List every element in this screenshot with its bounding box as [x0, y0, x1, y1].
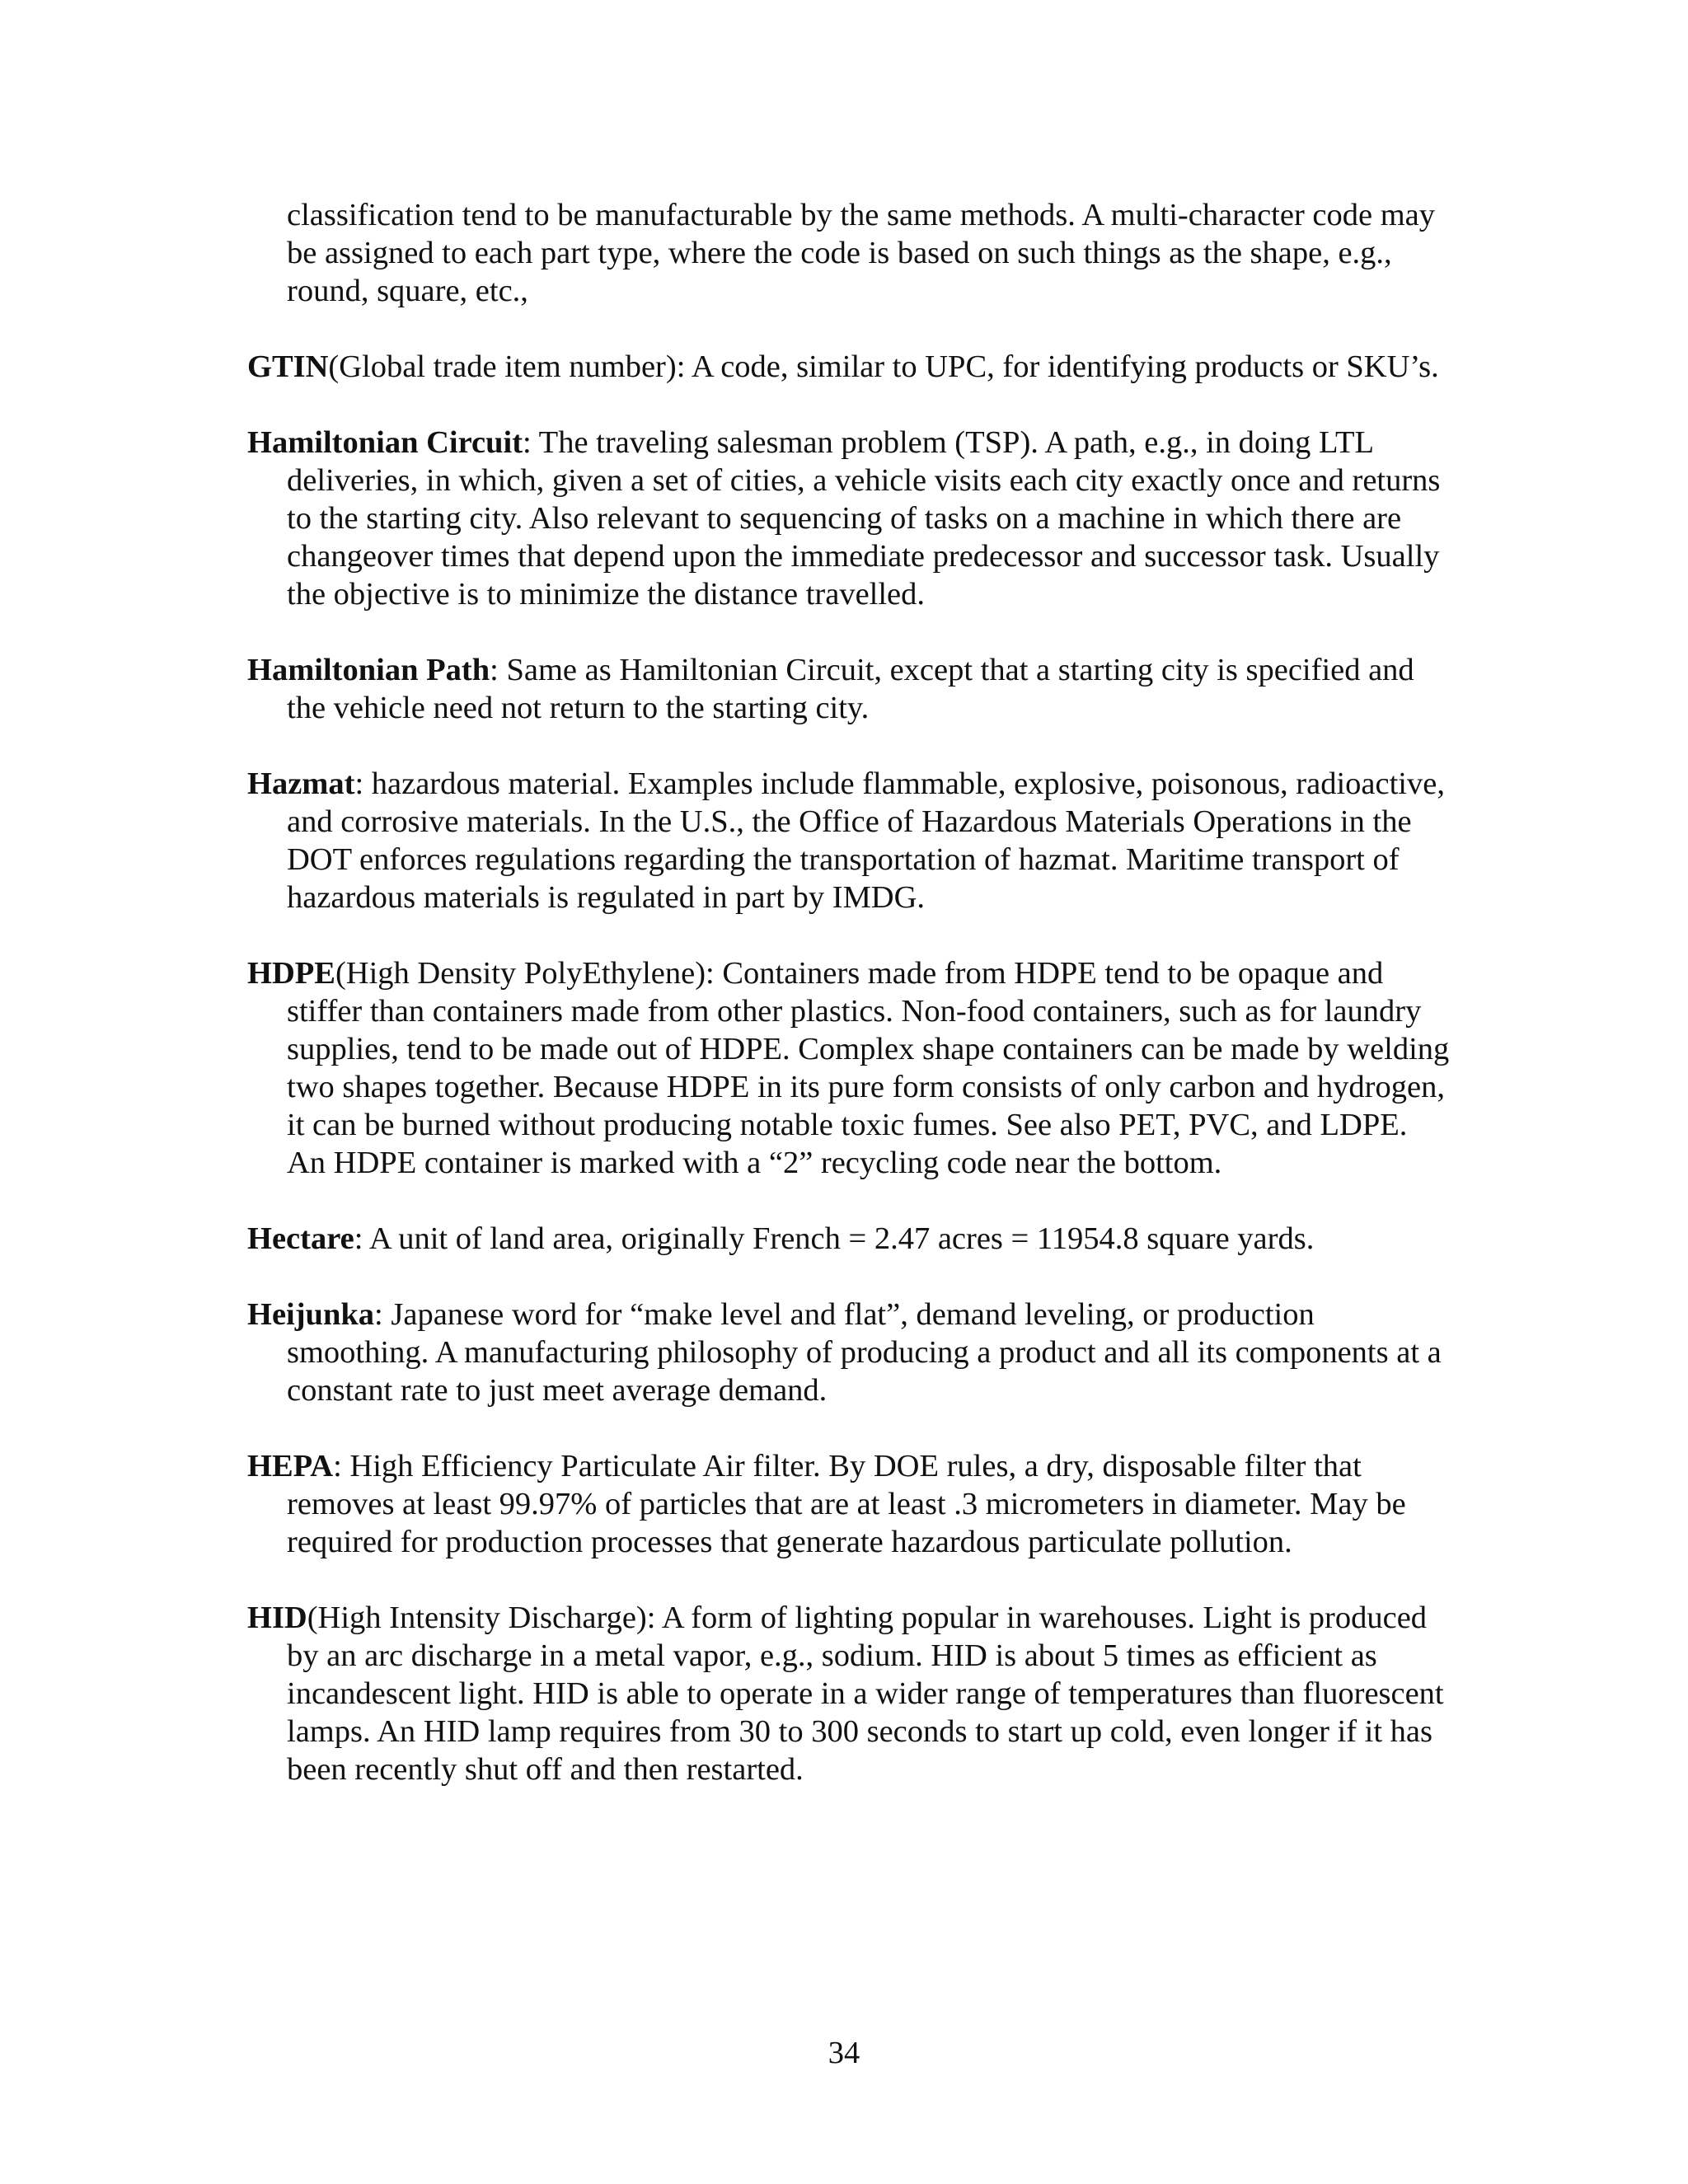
continuation-paragraph: classification tend to be manufacturable by the same methods. A multi-character code may be assigned to each part type, where the code is based on such things as the shape, e.g., round, square, etc., — [287, 198, 1435, 308]
term-separator: : — [523, 425, 532, 460]
term-separator: : — [354, 766, 364, 801]
glossary-definition: A unit of land area, originally French = 2.47 acres = 11954.8 square yards. — [363, 1221, 1315, 1256]
page-number: 34 — [828, 2036, 860, 2070]
glossary-term: HDPE — [247, 956, 335, 991]
glossary-term: GTIN — [247, 349, 329, 384]
glossary-definition: High Efficiency Particulate Air filter. By DOE rules, a dry, disposable filter that removes at least 99.97% of particles that are at least .3 micrometers in diameter. May be required for production processes that generate hazardous particulate pollution. — [287, 1449, 1406, 1559]
glossary-definition: (High Intensity Discharge): A form of lighting popular in warehouses. Light is produced by an arc discharge in a metal vapor, e.g., sodium. HID is about 5 times as efficient as incandescent light. HID is able to operate in a wider range of temperatures than fluorescent lamps. An HID lamp requires from 30 to 300 seconds to start up cold, even longer if it has been recently shut off and then restarted. — [287, 1601, 1444, 1787]
term-separator: : — [374, 1297, 383, 1332]
glossary-definition: The traveling salesman problem (TSP). A path, e.g., in doing LTL deliveries, in which, given a set of cities, a vehicle visits each city exactly once and returns to the starting city. Also relevant to sequencing of tasks on a machine in which there are changeover times that depend upon the immediate predecessor and successor task. Usually the objective is to minimize the distance travelled. — [287, 425, 1441, 612]
glossary-term: Hamiltonian Path — [247, 653, 490, 687]
glossary-entry-hdpe — [247, 954, 1451, 1182]
glossary-definition: (High Density PolyEthylene): Containers made from HDPE tend to be opaque and stiffer than containers made from other plastics. Non-food containers, such as for laundry supplies, tend to be made out of HDPE. Complex shape containers can be made by welding two shapes together. Because HDPE in its pure form consists of only carbon and hydrogen, it can be burned without producing notable toxic fumes. See also PET, PVC, and LDPE. An HDPE container is marked with a “2” recycling code near the bottom. — [287, 956, 1450, 1180]
glossary-term: HEPA — [247, 1449, 334, 1483]
glossary-definition: Same as Hamiltonian Circuit, except that a starting city is specified and the vehicle need not return to the starting city. — [287, 653, 1414, 725]
glossary-entry-hamiltonian-circuit — [247, 424, 1451, 613]
glossary-content — [247, 196, 1451, 1826]
glossary-entry-hectare — [247, 1220, 1451, 1258]
glossary-term: Heijunka — [247, 1297, 375, 1332]
glossary-definition: (Global trade item number): A code, similar to UPC, for identifying products or SKU’s. — [328, 349, 1439, 384]
glossary-term: Hectare — [247, 1221, 354, 1256]
glossary-entry-hamiltonian-path — [247, 651, 1451, 727]
glossary-entry-hepa — [247, 1447, 1451, 1561]
glossary-term: HID — [247, 1601, 307, 1635]
glossary-definition: Japanese word for “make level and flat”, demand leveling, or production smoothing. A manufacturing philosophy of producing a product and all its components at a constant rate to just meet average demand. — [287, 1297, 1442, 1408]
glossary-definition: hazardous material. Examples include flammable, explosive, poisonous, radioactive, and corrosive materials. In the U.S., the Office of Hazardous Materials Operations in the DOT enforces regulations regarding the transportation of hazmat. Maritime transport of hazardous materials is regulated in part by IMDG. — [287, 766, 1445, 915]
term-separator: : — [333, 1449, 342, 1483]
glossary-term: Hamiltonian Circuit — [247, 425, 523, 460]
glossary-entry-gtin — [247, 348, 1451, 386]
glossary-term: Hazmat — [247, 766, 355, 801]
term-separator: : — [354, 1221, 363, 1256]
glossary-entry-heijunka — [247, 1296, 1451, 1409]
term-separator: : — [490, 653, 499, 687]
glossary-entry-hid — [247, 1599, 1451, 1788]
glossary-entry-hazmat — [247, 765, 1451, 916]
